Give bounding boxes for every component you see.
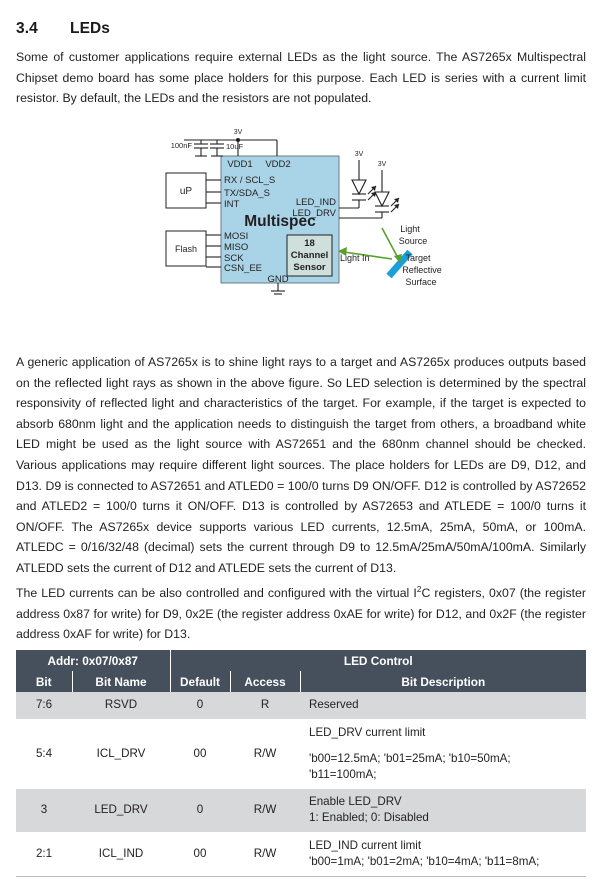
led-drv-emission-arrows: [391, 198, 399, 212]
cell-access: R: [230, 692, 300, 720]
description-line: LED_IND current limit: [309, 839, 422, 852]
cell-access: R/W: [230, 833, 300, 877]
cell-default: 00: [170, 833, 230, 877]
chip-name-label: Multispec: [244, 213, 316, 230]
table-row: [16, 720, 586, 790]
cell-bit: 3: [16, 789, 72, 833]
block-diagram-figure: [160, 118, 450, 303]
table-group-header-ledcontrol: LED Control: [170, 650, 586, 671]
sensor-word-label: Sensor: [293, 262, 326, 273]
target-label-line3: Surface: [405, 277, 437, 287]
registers-text-pre: The LED currents can be also controlled and configured with the virtual I: [16, 586, 417, 600]
column-header-bit-description: Bit Description: [300, 671, 586, 692]
cell-bit-name: ICL_DRV: [72, 720, 170, 790]
cap-10uf-label: 10uF: [226, 142, 244, 151]
column-header-default: Default: [170, 671, 230, 692]
light-source-label-line1: Light: [400, 224, 420, 234]
flash-wires: [206, 235, 221, 267]
cell-description: [300, 789, 586, 833]
flash-label: Flash: [174, 244, 198, 254]
sensor-channel-word-label: Channel: [290, 250, 329, 261]
application-paragraph: A generic application of AS7265x is to shine light rays to a target and AS7265x produces outputs based on the reflected light rays as shown in the above figure. So LED selection is determined by the spectral responsivity of reflected light and characteristics of the target. For example, if the target is expected to absorb 680nm light and the application needs to distinguish the target from others, a broadband white LED might be used as the light source with AS72651 and the 680nm channel should be checked. Various applications may require different light sources. The place holders for LEDs are D9, D12, and D13. D9 is connected to AS72651 and ATLED0 = 100/0 turns D9 ON/OFF. D12 is controlled by AS72652 and ATLED2 = 100/0 turns it ON/OFF. D13 is controlled by AS72653 and ATLEDE = 100/0 turns it ON/OFF. The AS7265x device supports various LED currents, 12.5mA, 25mA, 50mA, or 100mA. ATLEDC = 0/16/32/48 (decimal) sets the current through D9 to 12.5mA/25mA/50mA/100mA. Similarly ATLEDD sets the current of D12 and ATLEDE sets the current of D13.: [16, 355, 586, 575]
cap-100nf-label: 100nF: [170, 141, 192, 150]
led-control-register-table: [16, 650, 586, 877]
i2c-superscript: 2: [416, 583, 422, 594]
pin-vdd2-label: VDD2: [265, 159, 291, 170]
cell-bit-name: ICL_IND: [72, 833, 170, 877]
led-drv-supply-label: 3V: [377, 161, 387, 168]
cell-description: [300, 720, 586, 790]
description-line: Enable LED_DRV: [309, 795, 402, 808]
cell-default: 00: [170, 720, 230, 790]
light-source-arrow: [382, 228, 398, 258]
section-number: 3.4: [16, 20, 38, 37]
table-row: [16, 833, 586, 877]
pin-led-ind-label: LED_IND: [295, 197, 336, 208]
cell-bit: 7:6: [16, 692, 72, 720]
led-drv-diode-icon: [375, 192, 389, 206]
pin-csn-label: CSN_EE: [224, 263, 263, 274]
cell-bit: 2:1: [16, 833, 72, 877]
led-ind-diode-icon: [352, 180, 366, 194]
pin-rx-label: RX / SCL_S: [224, 175, 276, 186]
cell-default: 0: [170, 692, 230, 720]
table-row: [16, 692, 586, 720]
sensor-channels-label: 18: [304, 238, 315, 249]
intro-paragraph: Some of customer applications require external LEDs as the light source. The AS7265x Multispectral Chipset demo board has some place holders for this purpose. Each LED is series with a current limit resistor. By default, the LEDs and the resistors are not populated.: [16, 50, 586, 106]
pin-int-label: INT: [224, 199, 240, 210]
cell-default: 0: [170, 789, 230, 833]
pin-tx-label: TX/SDA_S: [224, 188, 270, 199]
column-header-access: Access: [230, 671, 300, 692]
pin-led-drv-label: LED_DRV: [292, 208, 336, 219]
pin-miso-label: MISO: [224, 242, 249, 253]
cell-description: [300, 692, 586, 720]
registers-text-post: C registers, 0x07 (the register address 0x87 for write) for D9, 0x2E (the register address 0xAE for write) for D12, and 0x2F (the register address 0xAF for write) for D13.: [16, 586, 586, 642]
description-line: LED_DRV current limit: [309, 726, 426, 739]
description-line: 1: Enabled; 0: Disabled: [309, 811, 429, 824]
description-line: 'b11=100mA;: [309, 768, 377, 781]
table-group-header-row: [16, 650, 586, 671]
pin-gnd-label: GND: [267, 274, 289, 285]
cell-description: [300, 833, 586, 877]
led-ind-circuit: [339, 160, 366, 208]
microcontroller-wires: [206, 180, 221, 203]
pin-sck-label: SCK: [224, 253, 244, 264]
cell-bit: 5:4: [16, 720, 72, 790]
cell-bit-name: LED_DRV: [72, 789, 170, 833]
microcontroller-label: uP: [179, 186, 193, 197]
description-line: 'b00=12.5mA; 'b01=25mA; 'b10=50mA;: [309, 752, 511, 765]
registers-paragraph: [16, 583, 586, 645]
target-label-line2: Reflective: [402, 265, 442, 275]
section-title: LEDs: [70, 20, 111, 37]
pin-mosi-label: MOSI: [224, 231, 249, 242]
target-label-line1: Target: [405, 253, 431, 263]
table-header: [16, 650, 586, 692]
light-source-label-line2: Source: [398, 236, 428, 246]
description-line: Reserved: [309, 698, 359, 711]
led-ind-emission-arrows: [368, 186, 376, 200]
cell-bit-name: RSVD: [72, 692, 170, 720]
pin-vdd1-label: VDD1: [227, 159, 253, 170]
cell-access: R/W: [230, 789, 300, 833]
light-in-label: Light In: [340, 253, 370, 263]
table-row: [16, 789, 586, 833]
table-body: [16, 692, 586, 877]
table-group-header-addr: Addr: 0x07/0x87: [16, 650, 170, 671]
supply-label: 3V: [233, 129, 243, 136]
page-title: [16, 20, 110, 38]
column-header-bit-name: Bit Name: [72, 671, 170, 692]
description-line: 'b00=1mA; 'b01=2mA; 'b10=4mA; 'b11=8mA;: [309, 855, 540, 868]
column-header-bit: Bit: [16, 671, 72, 692]
led-ind-supply-label: 3V: [354, 151, 364, 158]
table-column-header-row: [16, 671, 586, 692]
cell-access: R/W: [230, 720, 300, 790]
